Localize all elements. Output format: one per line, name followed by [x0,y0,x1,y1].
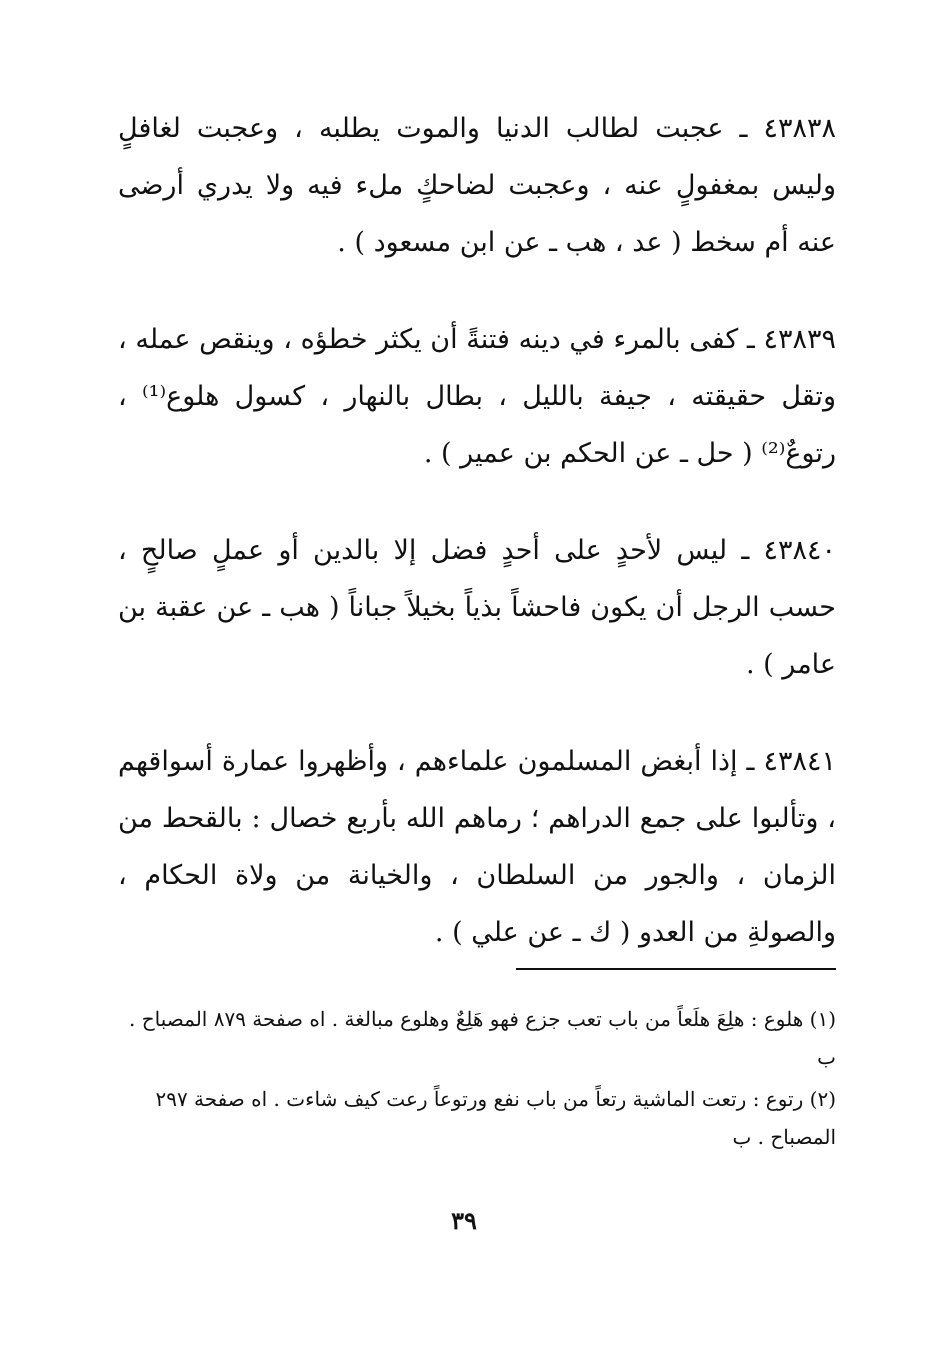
hadith-entries [118,100,836,1001]
page-number: ٣٩ [451,1206,477,1235]
hadith-entry-43841: ٤٣٨٤١ ـ إذا أبغض المسلمون علماءهم ، وأظهروا عمارة أسواقهم ، وتألبوا على جمع الدراهم ؛ رماهم الله بأربع خصال : بالقحط من الزمان ، والجور من السلطان ، والخيانة من ولاة الحكام ، والصولةِ من العدو ( ك ـ عن علي ) . [118,746,836,948]
hadith-entry-43840: ٤٣٨٤٠ ـ ليس لأحدٍ على أحدٍ فضل إلا بالدين أو عملٍ صالحٍ ، حسب الرجل أن يكون فاحشاً بذياً بخيلاً جباناً ( هب ـ عن عقبة بن عامر ) . [118,535,836,680]
footnotes [118,1000,836,1160]
hadith-entry-43838: ٤٣٨٣٨ ـ عجبت لطالب الدنيا والموت يطلبه ، وعجبت لغافلٍ وليس بمغفولٍ عنه ، وعجبت لضاحكٍ ملء فيه ولا يدري أرضى عنه أم سخط ( عد ، هب ـ عن ابن مسعود ) . [118,113,836,258]
hadith-entry-43839: ٤٣٨٣٩ ـ كفى بالمرء في دينه فتنةً أن يكثر خطؤه ، وينقص عمله ، وتقل حقيقته ، جيفة بالليل ، بطال بالنهار ، كسول هلوع⁽¹⁾ ، رتوعٌ⁽²⁾ ( حل ـ عن الحكم بن عمير ) . [118,324,836,469]
footnote-1: (١) هلوع : هلِعَ هلَعاً من باب تعب جزع فهو هَلِعٌ وهلوع مبالغة . اه صفحة ٨٧٩ المصباح . ب [129,1007,836,1069]
footnote-2: (٢) رتوع : رتعت الماشية رتعاً من باب نفع ورتوعاً رعت كيف شاءت . اه صفحة ٢٩٧ المصباح . ب [155,1087,836,1149]
footnote-divider [516,968,836,970]
